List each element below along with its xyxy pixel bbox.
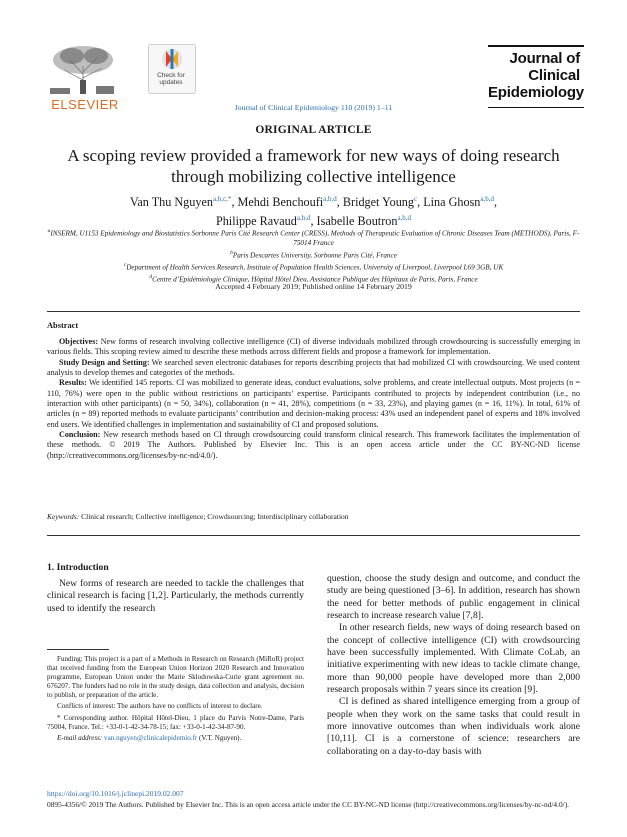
- affiliation-text: Department of Health Services Research, Institute of Population Health Sciences, University of Liverpool, Liverpool L69 3GB, UK: [126, 262, 504, 271]
- author-separator: ,: [336, 195, 343, 210]
- author-affiliation-marks[interactable]: a,b,c,*: [212, 195, 232, 203]
- author-affiliation-marks[interactable]: a,b,d: [323, 195, 337, 203]
- left-column: [47, 578, 304, 615]
- affiliation-text: INSERM, U1153 Epidemiology and Biostatistics Sorbonne Paris Cité Research Center (CRESS), Methods of Therapeutic Evaluation of Chronic Diseases Team (METHODS), Paris, F-75014 France: [50, 229, 580, 247]
- author-separator: ,: [310, 214, 317, 229]
- footnote-divider: [47, 649, 109, 650]
- affiliation-text: Paris Descartes University, Sorbonne Paris Cité, France: [232, 250, 397, 259]
- affiliation: [40, 261, 587, 273]
- affiliation: [40, 249, 587, 261]
- journal-title-line: Journal of: [509, 50, 580, 67]
- journal-citation[interactable]: Journal of Clinical Epidemiology 110 (2019) 1–11: [234, 103, 393, 112]
- author-name[interactable]: Mehdi Benchoufi: [237, 195, 324, 210]
- author-affiliation-marks[interactable]: c: [413, 195, 418, 203]
- abstract-section: [47, 337, 580, 358]
- conflicts-note: Conflicts of interest: The authors have no conflicts of interest to declare.: [57, 702, 263, 711]
- affiliation-mark: b: [230, 249, 233, 256]
- author-separator: ,: [417, 195, 424, 210]
- email-label: E-mail address:: [57, 733, 103, 742]
- abstract-section-text: We identified 145 reports. CI was mobilized to generate ideas, conduct evaluations, solve problems, and create intellectual outputs. Most projects (n = 110, 76%) were open to the public without restrictions on participants’ expertise. Participants contributed to projects by independent contribution (i.e., no interaction with other participants) (n = 50, 34%), collaboration (n = 41, 28%), competitions (n = 33, 23%), and playing games (n = 16, 11%). In total, 61% of articles (n = 89) reported methods to evaluate participants’ contribution and decision-making process: 43% used an independent panel of experts and 18% involved end users. We identified challenges in implementation and sustainability of CI and proposed solutions.: [47, 378, 580, 429]
- email-link[interactable]: van.nguyen@clinicalepidemio.fr: [104, 733, 198, 742]
- section-label: ORIGINAL ARTICLE: [255, 124, 372, 136]
- abstract-section-text: New forms of research involving collective intelligence (CI) of diverse individuals mobilized through crowdsourcing is successfully emerging in various fields. This scoping review aimed to describe these methods across different fields and propose a framework for implementation.: [47, 337, 580, 357]
- paragraph: question, choose the study design and outcome, and conduct the study are being questioned [3–6]. In addition, research has shown the need for better methods of public engagement in clinical research to increase research value [7,8].: [327, 573, 580, 622]
- paragraph: New forms of research are needed to tackle the challenges that clinical research is facing [1,2]. Particularly, the methods currently used to identify the research: [47, 578, 304, 614]
- divider: [47, 311, 580, 312]
- abstract-section: [47, 430, 580, 461]
- author-affiliation-marks[interactable]: a,b,d: [480, 195, 495, 203]
- affiliation: [40, 227, 587, 249]
- divider: [47, 535, 580, 536]
- footnotes: [47, 655, 304, 745]
- abstract-section-text: We searched seven electronic databases for reports describing projects that had mobilized CI with crowdsourcing. We used content analysis to develop themes and categories of the methods.: [47, 357, 580, 378]
- affiliation-mark: a: [47, 228, 51, 234]
- paragraph: CI is defined as shared intelligence emerging from a group of people when they work on the same tasks that could result in more innovative outcomes than when individuals work alone [10,11]. CI is a cornerstone of science: researchers are collaborating on a day-to-day basis with: [327, 696, 580, 757]
- journal-title-line: Clinical: [528, 67, 580, 84]
- funding-note: Funding: This project is a part of a Methods in Research on Research (MiRoR) project that received funding from the European Union Horizon 2020 Research and Innovation programme, European Union under the Marie Sklodowska-Curie grant agreement no. 676207. The funders had no role in the study design, data collection and analysis, decision to publish, or preparation of the article.: [47, 655, 304, 700]
- email-suffix: (V.T. Nguyen).: [197, 733, 242, 742]
- author-list: [60, 191, 567, 229]
- author-name[interactable]: Bridget Young: [342, 195, 414, 210]
- abstract-section: [47, 358, 580, 379]
- journal-title-line: Epidemiology: [488, 84, 584, 101]
- check-for-updates-badge[interactable]: [148, 44, 196, 94]
- affiliation-mark: c: [123, 261, 127, 268]
- email-note: [47, 734, 304, 743]
- section-heading: 1. Introduction: [47, 562, 109, 573]
- author-separator: ,: [231, 195, 238, 210]
- affiliation-list: [40, 227, 587, 285]
- affiliation-text: Centre d’Epidémiologie Clinique, Hôpital Hôtel Dieu, Assistance Publique des Hôpitaux de Paris, Paris, France: [152, 274, 478, 283]
- abstract-section-text: New research methods based on CI through crowdsourcing could transform clinical research. This framework facilitates the implementation of these methods. © 2019 The Authors. Published by Elsevier Inc. This is an open access article under the CC BY-NC-ND license (http://creativecommons.org/licenses/by-nc-nd/4.0/).: [47, 430, 580, 460]
- doi-link[interactable]: https://doi.org/10.1016/j.jclinepi.2019.02.007: [47, 789, 184, 798]
- affiliation-mark: d: [149, 273, 153, 280]
- abstract-section-label: Conclusion:: [59, 430, 101, 440]
- abstract-section-label: Results:: [59, 378, 87, 388]
- corresponding-author-note: * Corresponding author. Hôpital Hôtel-Dieu, 1 place du Parvis Notre-Dame, Paris 75004, France. Tel.: +33-0-1-42-34-78-15; fax: +33-0-1-42-34-87-90.: [47, 713, 304, 731]
- publisher-name: ELSEVIER: [51, 97, 119, 112]
- author-name[interactable]: Lina Ghosn: [423, 195, 481, 210]
- check-for-updates-label: Check for updates: [157, 72, 185, 86]
- publication-dates: Accepted 4 February 2019; Published online 14 February 2019: [215, 282, 412, 291]
- keywords: [47, 512, 580, 521]
- author-separator: ,: [494, 195, 498, 210]
- abstract-section-label: Study Design and Setting:: [59, 357, 150, 367]
- license-statement: 0895-4356/© 2019 The Authors. Published by Elsevier Inc. This is an open access article under the CC BY-NC-ND license (http://creativecommons.org/licenses/by-nc-nd/4.0/).: [47, 800, 570, 809]
- keywords-label: Keywords:: [47, 512, 80, 521]
- author-affiliation-marks[interactable]: a,b,d: [296, 214, 311, 223]
- author-name[interactable]: Philippe Ravaud: [215, 214, 297, 229]
- keywords-text: Clinical research; Collective intelligence; Crowdsourcing; Interdisciplinary collaboration: [81, 512, 349, 521]
- author-affiliation-marks[interactable]: a,b,d: [397, 214, 412, 223]
- abstract-section: [47, 378, 580, 430]
- abstract-body: [47, 337, 580, 461]
- abstract-section-label: Objectives:: [59, 337, 99, 346]
- article-title: A scoping review provided a framework for new ways of doing research through mobilizing collective intelligence: [67, 146, 560, 186]
- author-name[interactable]: Isabelle Boutron: [316, 214, 398, 229]
- abstract-heading: Abstract: [47, 321, 79, 330]
- journal-title: [488, 50, 584, 101]
- paragraph: In other research fields, new ways of doing research based on the concept of collective intelligence (CI) with crowdsourcing have been successfully implemented. With Climate CoLab, an initiative experimenting with new ideas to tackle climate change, more than 90,000 people have developed more than 2,000 research proposals within 7 years since its creation [9].: [327, 622, 580, 696]
- right-column: [327, 573, 580, 758]
- author-name[interactable]: Van Thu Nguyen: [129, 195, 213, 210]
